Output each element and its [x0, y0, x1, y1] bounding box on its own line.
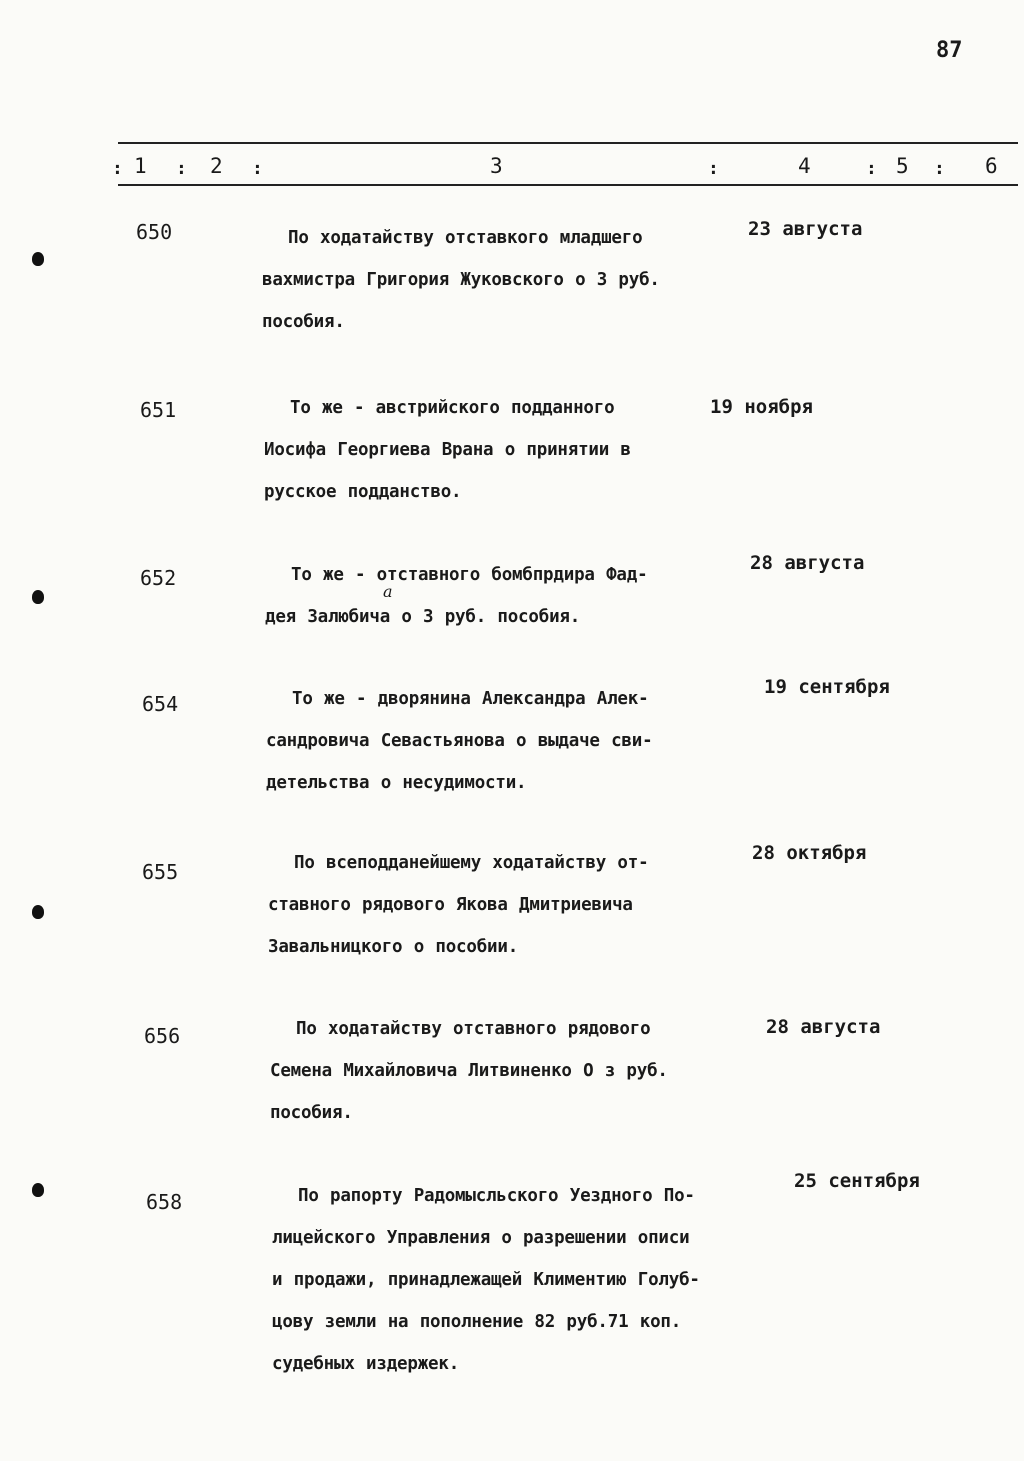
column-number: 5 — [896, 154, 909, 178]
column-number: 3 — [490, 154, 503, 178]
header-bottom-rule — [118, 184, 1018, 186]
entry-date: 28 августа — [766, 1016, 881, 1038]
entry-line: лицейского Управления о разрешении описи — [272, 1228, 690, 1248]
column-separator: : — [708, 158, 719, 179]
entry-line: То же - отставного бомбпрдира Фад- — [291, 565, 648, 585]
entry-date: 25 сентября — [794, 1170, 920, 1192]
column-number: 2 — [210, 154, 223, 178]
entry-line: детельства о несудимости. — [266, 773, 527, 793]
entry-number: 650 — [136, 220, 173, 244]
entry-date: 19 ноября — [710, 396, 813, 418]
entry-text — [266, 678, 766, 804]
entry-line: дея Залюбича о 3 руб. пособия. — [265, 607, 581, 627]
entry-date: 19 сентября — [764, 676, 890, 698]
entry-number: 656 — [144, 1024, 181, 1048]
entry-line: судебных издержек. — [272, 1354, 460, 1374]
punch-hole — [32, 252, 44, 266]
entry-line: По всеподданейшему ходатайству от- — [294, 853, 649, 873]
column-separator: : — [934, 158, 945, 179]
handwritten-correction: а — [383, 582, 393, 601]
entry-text — [272, 1175, 792, 1385]
entry-number: 651 — [140, 398, 177, 422]
column-number: 1 — [134, 154, 147, 178]
entry-line: пособия. — [270, 1103, 353, 1123]
entry-line: По рапорту Радомысльского Уездного По- — [298, 1186, 695, 1206]
entry-date: 28 августа — [750, 552, 865, 574]
entry-number: 654 — [142, 692, 179, 716]
entry-line: ставного рядового Якова Дмитриевича — [268, 895, 633, 915]
entry-line: сандровича Севастьянова о выдаче сви- — [266, 731, 653, 751]
entry-line: русское подданство. — [264, 482, 462, 502]
column-number: 6 — [985, 154, 998, 178]
header-top-rule — [118, 142, 1018, 144]
punch-hole — [32, 1183, 44, 1197]
entry-line: цову земли на пополнение 82 руб.71 коп. — [272, 1312, 682, 1332]
entry-line: и продажи, принадлежащей Климентию Голуб- — [272, 1270, 700, 1290]
entry-line: По ходатайству отставкого младшего — [288, 228, 643, 248]
column-separator: : — [176, 158, 187, 179]
entry-line: Семена Михайловича Литвиненко О з руб. — [270, 1061, 668, 1081]
column-separator: : — [866, 158, 877, 179]
entry-line: По ходатайству отставного рядового — [296, 1019, 651, 1039]
entry-text — [268, 842, 768, 968]
entry-line: вахмистра Григория Жуковского о 3 руб. — [262, 270, 660, 290]
entry-line: пособия. — [262, 312, 345, 332]
punch-hole — [32, 590, 44, 604]
entry-number: 652 — [140, 566, 177, 590]
entry-number: 658 — [146, 1190, 183, 1214]
entry-text — [262, 217, 762, 343]
entry-number: 655 — [142, 860, 179, 884]
column-number: 4 — [798, 154, 811, 178]
column-separator: : — [252, 158, 263, 179]
entry-date: 28 октября — [752, 842, 867, 864]
entry-line: Завальницкого о пособии. — [268, 937, 519, 957]
entry-line: Иосифа Георгиева Врана о принятии в — [264, 440, 631, 460]
entry-line: То же - дворянина Александра Алек- — [292, 689, 649, 709]
entry-text — [265, 554, 765, 638]
entry-text — [270, 1008, 770, 1134]
entry-text — [264, 387, 764, 513]
entry-line: То же - австрийского подданного — [290, 398, 615, 418]
page-number: 87 — [936, 38, 963, 63]
entry-date: 23 августа — [748, 218, 863, 240]
punch-hole — [32, 905, 44, 919]
column-separator: : — [112, 158, 123, 179]
